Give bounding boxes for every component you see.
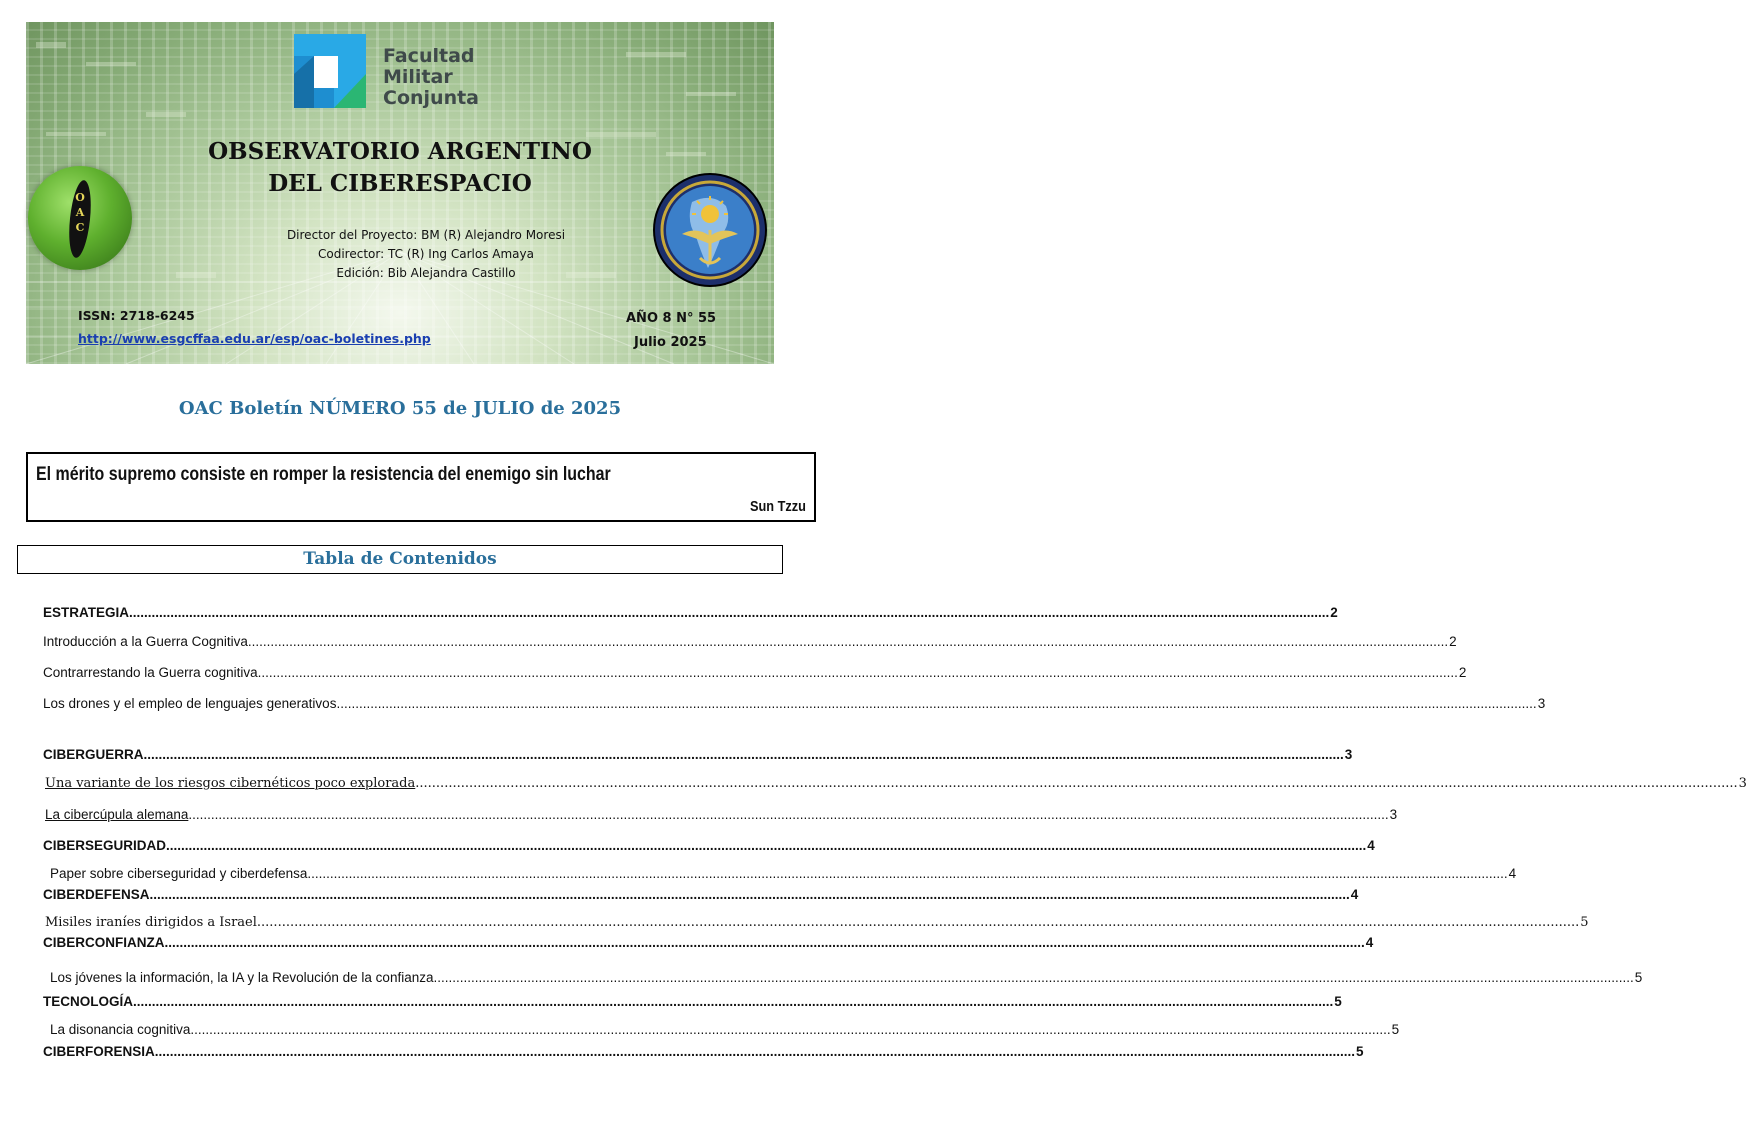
- issue-number: AÑO 8 N° 55: [626, 311, 717, 326]
- toc-entry-ciberforensia[interactable]: CIBERFORENSIA ..... 5: [43, 1043, 774, 1061]
- edition-credit: Edición: Bib Alejandra Castillo: [336, 266, 516, 280]
- toc-entry-estrategia[interactable]: ESTRATEGIA ..... 2: [43, 604, 774, 622]
- header-banner: [26, 22, 774, 364]
- director-credit: Director del Proyecto: BM (R) Alejandro Moresi: [286, 228, 566, 242]
- toc-entry-jovenes[interactable]: Los jóvenes la información, la IA y la Revolución de la confianza ..... 5: [50, 969, 729, 987]
- toc-title: Tabla de Contenidos: [17, 545, 783, 574]
- issn-text: ISSN: 2718-6245: [78, 308, 195, 323]
- toc-entry-ciberdefensa[interactable]: CIBERDEFENSA ..... 4: [43, 886, 774, 904]
- toc-entry-disonancia[interactable]: La disonancia cognitiva ..... 5: [50, 1021, 771, 1039]
- toc-entry-ciberguerra[interactable]: CIBERGUERRA ..... 3: [43, 746, 774, 764]
- toc-entry-ciberseguridad[interactable]: CIBERSEGURIDAD ..... 4: [43, 837, 774, 855]
- observatory-title-line-2: DEL CIBERESPACIO: [268, 170, 532, 197]
- toc-entry-paper[interactable]: Paper sobre ciberseguridad y ciberdefensa ..... 4: [50, 865, 770, 883]
- quote-box: [26, 452, 816, 522]
- codirector-credit: Codirector: TC (R) Ing Carlos Amaya: [318, 247, 534, 261]
- oac-logo-icon: [28, 166, 132, 270]
- facultad-line-2: Militar: [383, 66, 453, 88]
- oac-letter-a: A: [75, 206, 85, 219]
- observatory-title-line-1: OBSERVATORIO ARGENTINO: [208, 138, 592, 165]
- bulletins-url-link[interactable]: http://www.esgcffaa.edu.ar/esp/oac-boletines.php: [78, 331, 431, 346]
- toc-entry-introduccion[interactable]: Introducción a la Guerra Cognitiva ..... 2: [43, 633, 774, 651]
- oac-letter-o: O: [75, 191, 85, 204]
- issue-date: Julio 2025: [634, 335, 707, 350]
- toc-entry-cibercupula[interactable]: La cibercúpula alemana ..... 3: [45, 806, 771, 824]
- toc-entry-misiles[interactable]: Misiles iraníes dirigidos a Israel ..... 5: [45, 914, 772, 932]
- facultad-name: [383, 46, 479, 109]
- toc-entry-drones[interactable]: Los drones y el empleo de lenguajes generativos ..... 3: [43, 695, 774, 713]
- facultad-line-3: Conjunta: [383, 87, 479, 109]
- toc-entry-contrarrestando[interactable]: Contrarrestando la Guerra cognitiva ..... 2: [43, 664, 774, 682]
- oac-letter-c: C: [75, 221, 85, 234]
- facultad-line-1: Facultad: [383, 45, 475, 67]
- bulletin-headline: OAC Boletín NÚMERO 55 de JULIO de 2025: [178, 398, 622, 419]
- toc-entry-ciberconfianza[interactable]: CIBERCONFIANZA ..... 4: [43, 934, 774, 952]
- quote-text: El mérito supremo consiste en romper la resistencia del enemigo sin luchar: [36, 464, 611, 485]
- toc-entry-tecnologia[interactable]: TECNOLOGÍA ..... 5: [43, 993, 774, 1011]
- quote-author: Sun Tzzu: [750, 498, 806, 515]
- institute-seal-icon: [652, 172, 768, 288]
- toc-entry-variante-riesgos[interactable]: Una variante de los riesgos cibernéticos poco explorada ..... 3: [45, 775, 771, 793]
- facultad-logo-icon: [294, 34, 366, 108]
- credits-block: [236, 226, 616, 283]
